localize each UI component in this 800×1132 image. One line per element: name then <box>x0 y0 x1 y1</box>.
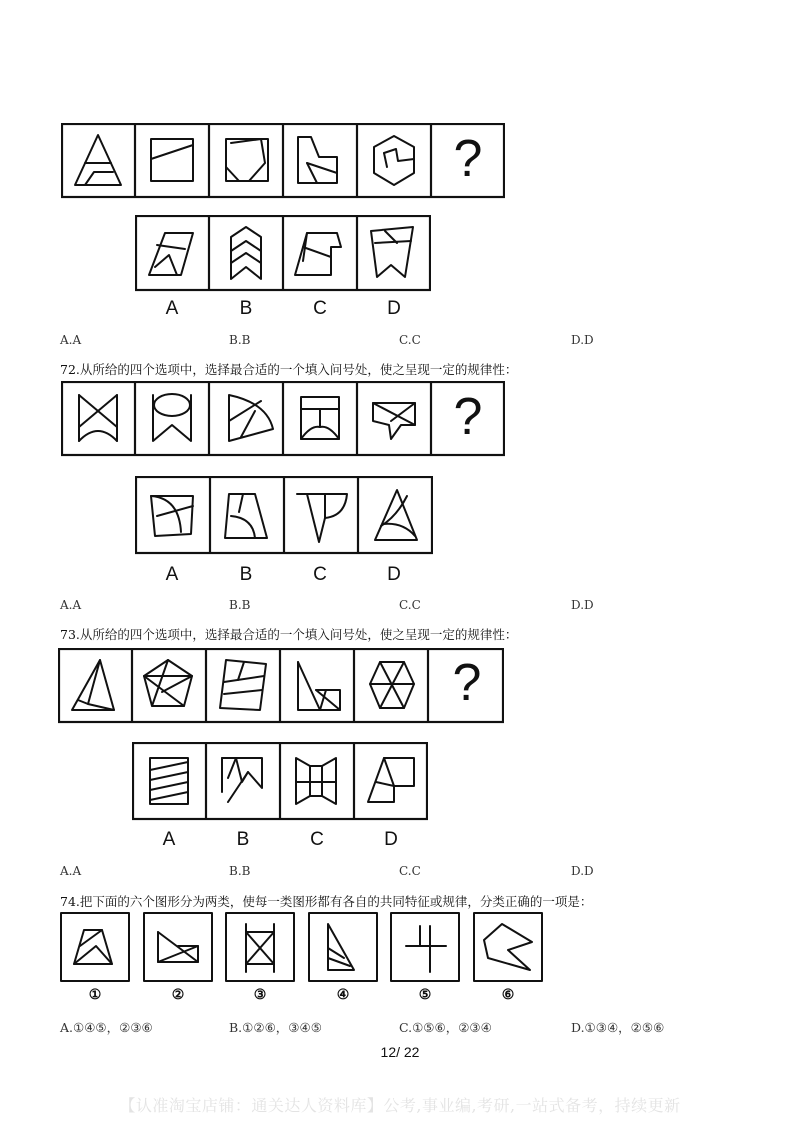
q74-figure-label-4: ④ <box>336 987 350 1003</box>
q71-options-row <box>135 215 431 293</box>
q73-choice-c[interactable]: C.C <box>399 864 421 878</box>
q71-option-letter-a: A <box>165 298 179 319</box>
q72-question-mark: ? <box>453 388 483 446</box>
q73-options-row <box>132 742 428 822</box>
q71-choice-d[interactable]: D.D <box>571 333 594 347</box>
q73-prompt: 73.从所给的四个选项中，选择最合适的一个填入问号处，使之呈现一定的规律性： <box>60 627 518 642</box>
q71-choice-a[interactable]: A.A <box>60 333 82 347</box>
q72-prompt: 72.从所给的四个选项中，选择最合适的一个填入问号处，使之呈现一定的规律性： <box>60 362 518 377</box>
q72-choice-d[interactable]: D.D <box>571 598 594 612</box>
footer-watermark: 【认准淘宝店铺：通关达人资料库】公考,事业编,考研,一站式备考，持续更新 <box>119 1096 681 1115</box>
q72-option-letter-c: C <box>313 564 327 585</box>
q72-choice-a[interactable]: A.A <box>60 598 82 612</box>
q73-option-letter-b: B <box>236 829 250 850</box>
q73-option-letter-d: D <box>384 829 398 850</box>
q71-option-letter-d: D <box>387 298 401 319</box>
q74-choice-c[interactable]: C.①⑤⑥，②③④ <box>399 1020 492 1035</box>
q74-choice-a[interactable]: A.①④⑤，②③⑥ <box>60 1020 153 1035</box>
q71-option-letter-c: C <box>313 298 327 319</box>
q73-choice-d[interactable]: D.D <box>571 864 594 878</box>
q71-question-mark: ? <box>453 130 483 188</box>
q74-figure-label-5: ⑤ <box>418 987 432 1003</box>
q72-option-letter-d: D <box>387 564 401 585</box>
q74-prompt: 74.把下面的六个图形分为两类，使每一类图形都有各自的共同特征或规律，分类正确的一项是： <box>60 894 593 909</box>
q73-question-mark: ? <box>452 654 482 712</box>
q71-choice-b[interactable]: B.B <box>229 333 251 347</box>
q74-figure-label-1: ① <box>88 987 102 1003</box>
q74-figure-label-2: ② <box>171 987 185 1003</box>
q74-figure-label-3: ③ <box>253 987 267 1003</box>
q72-option-letter-a: A <box>165 564 179 585</box>
q74-choice-d[interactable]: D.①③④，②⑤⑥ <box>571 1020 665 1035</box>
q73-option-letter-a: A <box>162 829 176 850</box>
q72-options-row <box>135 476 433 556</box>
q73-choice-a[interactable]: A.A <box>60 864 82 878</box>
q73-choice-b[interactable]: B.B <box>229 864 251 878</box>
q72-choice-c[interactable]: C.C <box>399 598 421 612</box>
q72-option-letter-b: B <box>239 564 253 585</box>
q74-choice-b[interactable]: B.①②⑥，③④⑤ <box>229 1020 322 1035</box>
page-number: 12/ 22 <box>380 1044 420 1060</box>
q71-choice-c[interactable]: C.C <box>399 333 421 347</box>
q71-option-letter-b: B <box>239 298 253 319</box>
q73-option-letter-c: C <box>310 829 324 850</box>
q74-figure-label-6: ⑥ <box>501 987 515 1003</box>
q72-choice-b[interactable]: B.B <box>229 598 251 612</box>
q74-figures-row <box>60 912 546 984</box>
